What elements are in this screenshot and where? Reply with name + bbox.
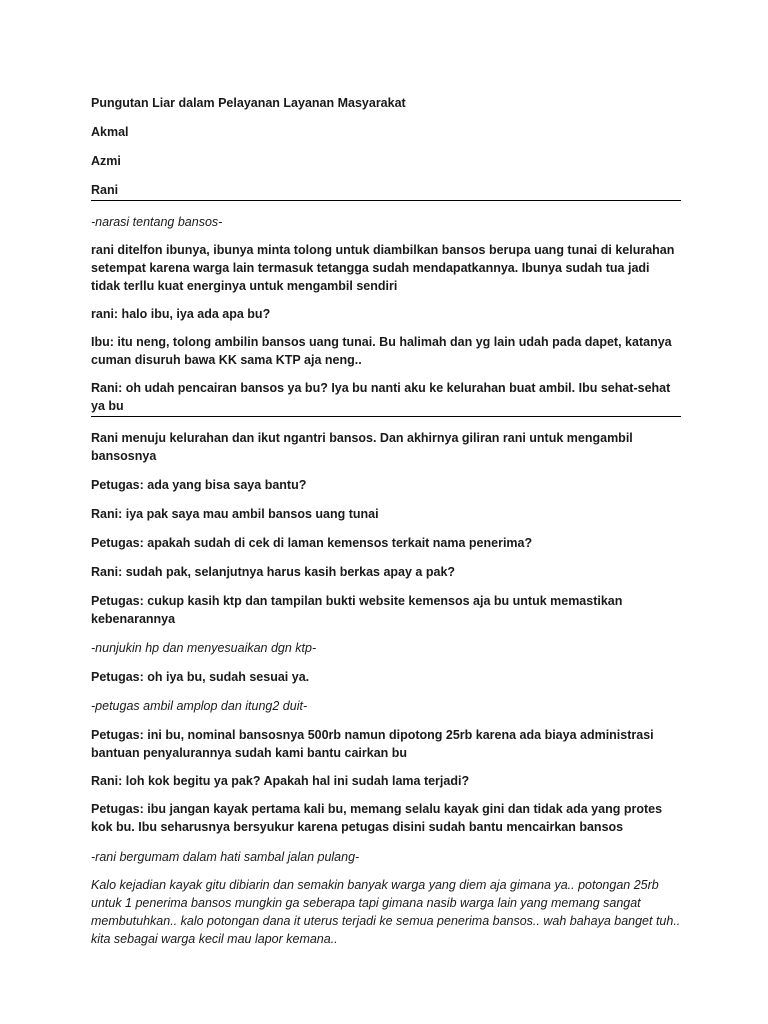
dialogue-line: Petugas: ini bu, nominal bansosnya 500rb namun dipotong 25rb karena ada biaya administrasi bantuan penyalurannya sudah kami bantu cairkan bu	[91, 728, 654, 760]
stage-direction: -petugas ambil amplop dan itung2 duit-	[91, 699, 308, 713]
document-title: Pungutan Liar dalam Pelayanan Layanan Masyarakat	[91, 96, 406, 110]
inner-monologue: Kalo kejadian kayak gitu dibiarin dan semakin banyak warga yang diem aja gimana ya.. potongan 25rb untuk 1 penerima bansos mungkin ga seberapa tapi gimana nasib warga lain yang memang sangat membutuhkan.. kalo potongan dana it uterus terjadi ke semua penerima bansos.. wah bahaya banget tuh.. kita sebagai warga kecil mau lapor kemana..	[91, 878, 681, 946]
dialogue-line: Rani: sudah pak, selanjutnya harus kasih berkas apay a pak?	[91, 565, 456, 579]
dialogue-line: Rani: oh udah pencairan bansos ya bu? Iya bu nanti aku ke kelurahan buat ambil. Ibu sehat-sehat ya bu	[91, 379, 681, 417]
dialogue-line: Petugas: apakah sudah di cek di laman kemensos terkait nama penerima?	[91, 536, 533, 550]
dialogue-line: Petugas: oh iya bu, sudah sesuai ya.	[91, 670, 310, 684]
document-body	[91, 94, 681, 948]
stage-direction: -nunjukin hp dan menyesuaikan dgn ktp-	[91, 641, 317, 655]
dialogue-line: Petugas: ada yang bisa saya bantu?	[91, 478, 307, 492]
narration-paragraph: rani ditelfon ibunya, ibunya minta tolong untuk diambilkan bansos berupa uang tunai di kelurahan setempat karena warga lain termasuk tetangga sudah mendapatkannya. Ibunya sudah tua jadi tidak terllu kuat energinya untuk mengambil sendiri	[91, 243, 675, 293]
stage-direction: -rani bergumam dalam hati sambal jalan pulang-	[91, 850, 360, 864]
narration-paragraph: Rani menuju kelurahan dan ikut ngantri bansos. Dan akhirnya giliran rani untuk mengambil bansosnya	[91, 431, 633, 463]
dialogue-line: Petugas: cukup kasih ktp dan tampilan bukti website kemensos aja bu untuk memastikan kebenarannya	[91, 594, 623, 626]
author-azmi: Azmi	[91, 154, 121, 168]
dialogue-line: Petugas: ibu jangan kayak pertama kali bu, memang selalu kayak gini dan tidak ada yang protes kok bu. Ibu seharusnya bersyukur karena petugas disini sudah bantu mencairkan bansos	[91, 802, 663, 834]
narration-stage-direction: -narasi tentang bansos-	[91, 215, 223, 229]
dialogue-line: Ibu: itu neng, tolong ambilin bansos uang tunai. Bu halimah dan yg lain udah pada dapet, katanya cuman disuruh bawa KK sama KTP aja neng..	[91, 335, 672, 367]
dialogue-line: Rani: loh kok begitu ya pak? Apakah hal ini sudah lama terjadi?	[91, 774, 470, 788]
author-akmal: Akmal	[91, 125, 129, 139]
dialogue-line: Rani: iya pak saya mau ambil bansos uang tunai	[91, 507, 379, 521]
dialogue-line: rani: halo ibu, iya ada apa bu?	[91, 307, 271, 321]
author-rani: Rani	[91, 181, 681, 201]
